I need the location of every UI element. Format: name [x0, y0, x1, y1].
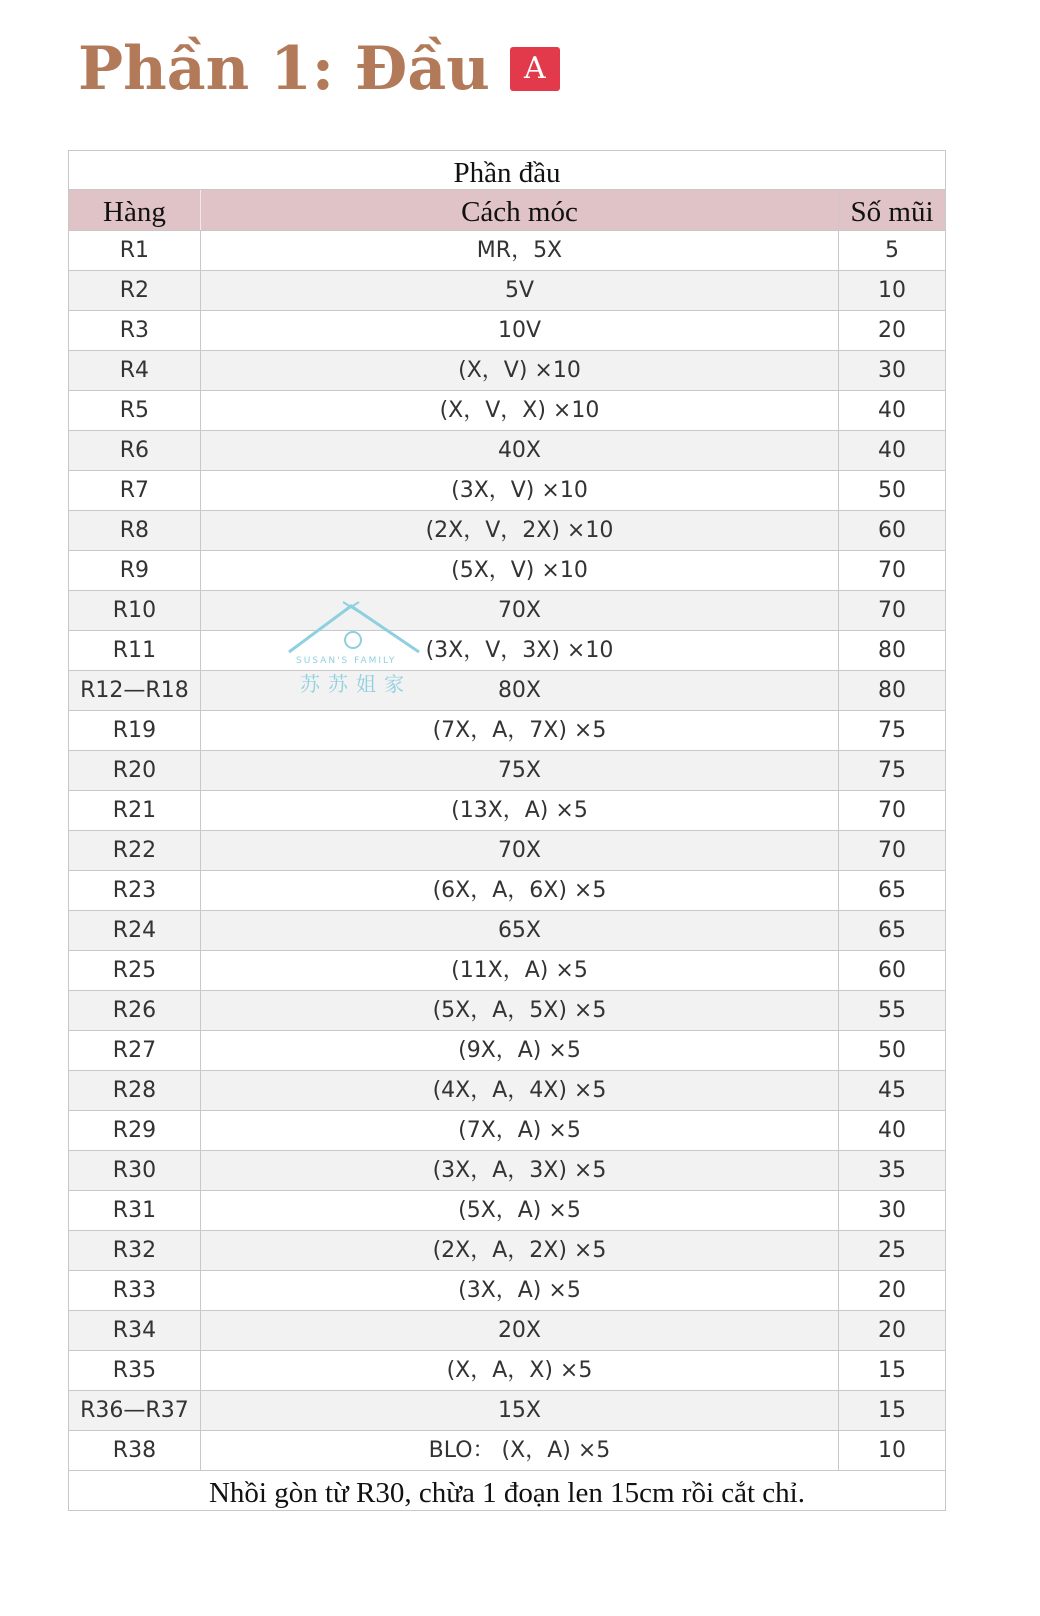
row-label: R28 [69, 1071, 201, 1110]
row-method: (7X，A) ×5 [201, 1111, 839, 1150]
row-stitch-count: 60 [878, 518, 907, 543]
row-label: R32 [69, 1231, 201, 1270]
row-method: (7X，A，7X) ×5 [201, 711, 839, 750]
table-row [69, 390, 945, 430]
table-row [69, 1070, 945, 1110]
row-stitch-count: 20 [878, 1278, 907, 1303]
row-method: (3X，V) ×10 [201, 471, 839, 510]
table-row [69, 710, 945, 750]
row-label: R7 [69, 471, 201, 510]
table-row [69, 1310, 945, 1350]
row-stitch-count: 50 [878, 1038, 907, 1063]
row-method: BLO： (X，A) ×5 [201, 1431, 839, 1470]
row-method: (3X，V，3X) ×10 [201, 631, 839, 670]
table-row [69, 430, 945, 470]
row-stitch-count: 70 [878, 838, 907, 863]
row-stitch-count: 45 [878, 1078, 907, 1103]
row-stitch-count: 80 [878, 678, 907, 703]
row-label: R38 [69, 1431, 201, 1470]
table-row [69, 350, 945, 390]
row-label: R20 [69, 751, 201, 790]
row-label: R35 [69, 1351, 201, 1390]
header-method: Cách móc [201, 190, 839, 230]
table-row [69, 510, 945, 550]
row-stitch-count: 40 [878, 438, 907, 463]
table-body [69, 230, 945, 1470]
table-row [69, 310, 945, 350]
header-row-label: Hàng [69, 190, 201, 230]
row-stitch-count: 80 [878, 638, 907, 663]
row-label: R4 [69, 351, 201, 390]
table-row [69, 1430, 945, 1470]
row-stitch-count: 50 [878, 478, 907, 503]
table-row [69, 1270, 945, 1310]
row-label: R29 [69, 1111, 201, 1150]
table-row [69, 1350, 945, 1390]
row-label: R9 [69, 551, 201, 590]
table-row [69, 790, 945, 830]
row-stitch-count: 5 [885, 238, 900, 263]
table-row [69, 990, 945, 1030]
table-row [69, 590, 945, 630]
row-method: 70X [201, 591, 839, 630]
row-stitch-count: 30 [878, 1198, 907, 1223]
row-stitch-count: 20 [878, 1318, 907, 1343]
row-method: (X，A，X) ×5 [201, 1351, 839, 1390]
row-label: R3 [69, 311, 201, 350]
table-row [69, 750, 945, 790]
watermark-cjk: 苏苏姐家 [300, 672, 412, 696]
row-method: 5V [201, 271, 839, 310]
row-stitch-count: 75 [878, 718, 907, 743]
table-row [69, 630, 945, 670]
row-method: (X，V，X) ×10 [201, 391, 839, 430]
row-method: (6X，A，6X) ×5 [201, 871, 839, 910]
row-label: R30 [69, 1151, 201, 1190]
table-row [69, 830, 945, 870]
table-header-row [69, 190, 945, 230]
row-label: R1 [69, 231, 201, 270]
row-method: (3X，A，3X) ×5 [201, 1151, 839, 1190]
table-row [69, 1110, 945, 1150]
table-row [69, 270, 945, 310]
row-label: R22 [69, 831, 201, 870]
table-row [69, 910, 945, 950]
row-method: (11X，A) ×5 [201, 951, 839, 990]
row-label: R6 [69, 431, 201, 470]
row-stitch-count: 15 [878, 1398, 907, 1423]
row-label: R8 [69, 511, 201, 550]
title-badge: A [510, 47, 560, 91]
row-stitch-count: 10 [878, 278, 907, 303]
row-label: R27 [69, 1031, 201, 1070]
row-method: (2X，V，2X) ×10 [201, 511, 839, 550]
table-row [69, 550, 945, 590]
table-row [69, 1030, 945, 1070]
row-method: (13X，A) ×5 [201, 791, 839, 830]
row-method: 75X [201, 751, 839, 790]
row-stitch-count: 15 [878, 1358, 907, 1383]
row-method: (5X，A) ×5 [201, 1191, 839, 1230]
row-stitch-count: 55 [878, 998, 907, 1023]
row-stitch-count: 35 [878, 1158, 907, 1183]
row-stitch-count: 30 [878, 358, 907, 383]
table-row [69, 1230, 945, 1270]
table-row [69, 870, 945, 910]
table-row [69, 230, 945, 270]
row-label: R34 [69, 1311, 201, 1350]
row-stitch-count: 20 [878, 318, 907, 343]
row-method: (3X，A) ×5 [201, 1271, 839, 1310]
table-row [69, 670, 945, 710]
row-method: (2X，A，2X) ×5 [201, 1231, 839, 1270]
table-row [69, 1150, 945, 1190]
watermark-latin: SUSAN'S FAMILY [296, 656, 397, 666]
row-label: R36—R37 [69, 1391, 201, 1430]
row-method: 10V [201, 311, 839, 350]
row-label: R5 [69, 391, 201, 430]
row-stitch-count: 60 [878, 958, 907, 983]
row-label: R10 [69, 591, 201, 630]
row-label: R24 [69, 911, 201, 950]
row-label: R26 [69, 991, 201, 1030]
row-method: 20X [201, 1311, 839, 1350]
row-label: R21 [69, 791, 201, 830]
row-method: 40X [201, 431, 839, 470]
table-row [69, 950, 945, 990]
row-method: 65X [201, 911, 839, 950]
table-footer-note: Nhồi gòn từ R30, chừa 1 đoạn len 15cm rồi cắt chỉ. [69, 1470, 945, 1510]
row-method: 15X [201, 1391, 839, 1430]
row-stitch-count: 70 [878, 798, 907, 823]
row-label: R23 [69, 871, 201, 910]
row-label: R12—R18 [69, 671, 201, 710]
row-stitch-count: 10 [878, 1438, 907, 1463]
row-method: 80X [201, 671, 839, 710]
row-method: (4X，A，4X) ×5 [201, 1071, 839, 1110]
table-row [69, 1190, 945, 1230]
row-label: R19 [69, 711, 201, 750]
row-label: R2 [69, 271, 201, 310]
row-label: R31 [69, 1191, 201, 1230]
table-row [69, 470, 945, 510]
row-method: (X，V) ×10 [201, 351, 839, 390]
row-stitch-count: 65 [878, 878, 907, 903]
header-stitch-count: Số mũi [850, 196, 934, 228]
row-stitch-count: 75 [878, 758, 907, 783]
row-stitch-count: 40 [878, 1118, 907, 1143]
row-stitch-count: 70 [878, 558, 907, 583]
row-stitch-count: 25 [878, 1238, 907, 1263]
row-method: 70X [201, 831, 839, 870]
row-label: R33 [69, 1271, 201, 1310]
row-method: (5X，V) ×10 [201, 551, 839, 590]
table-caption: Phần đầu [69, 151, 945, 190]
row-stitch-count: 40 [878, 398, 907, 423]
row-method: MR，5X [201, 231, 839, 270]
row-stitch-count: 70 [878, 598, 907, 623]
row-stitch-count: 65 [878, 918, 907, 943]
row-label: R25 [69, 951, 201, 990]
row-label: R11 [69, 631, 201, 670]
pattern-table [68, 150, 946, 1511]
row-method: (9X，A) ×5 [201, 1031, 839, 1070]
row-method: (5X，A，5X) ×5 [201, 991, 839, 1030]
page-title [78, 34, 560, 104]
table-row [69, 1390, 945, 1430]
title-text: Phần 1: Đầu [78, 34, 490, 104]
